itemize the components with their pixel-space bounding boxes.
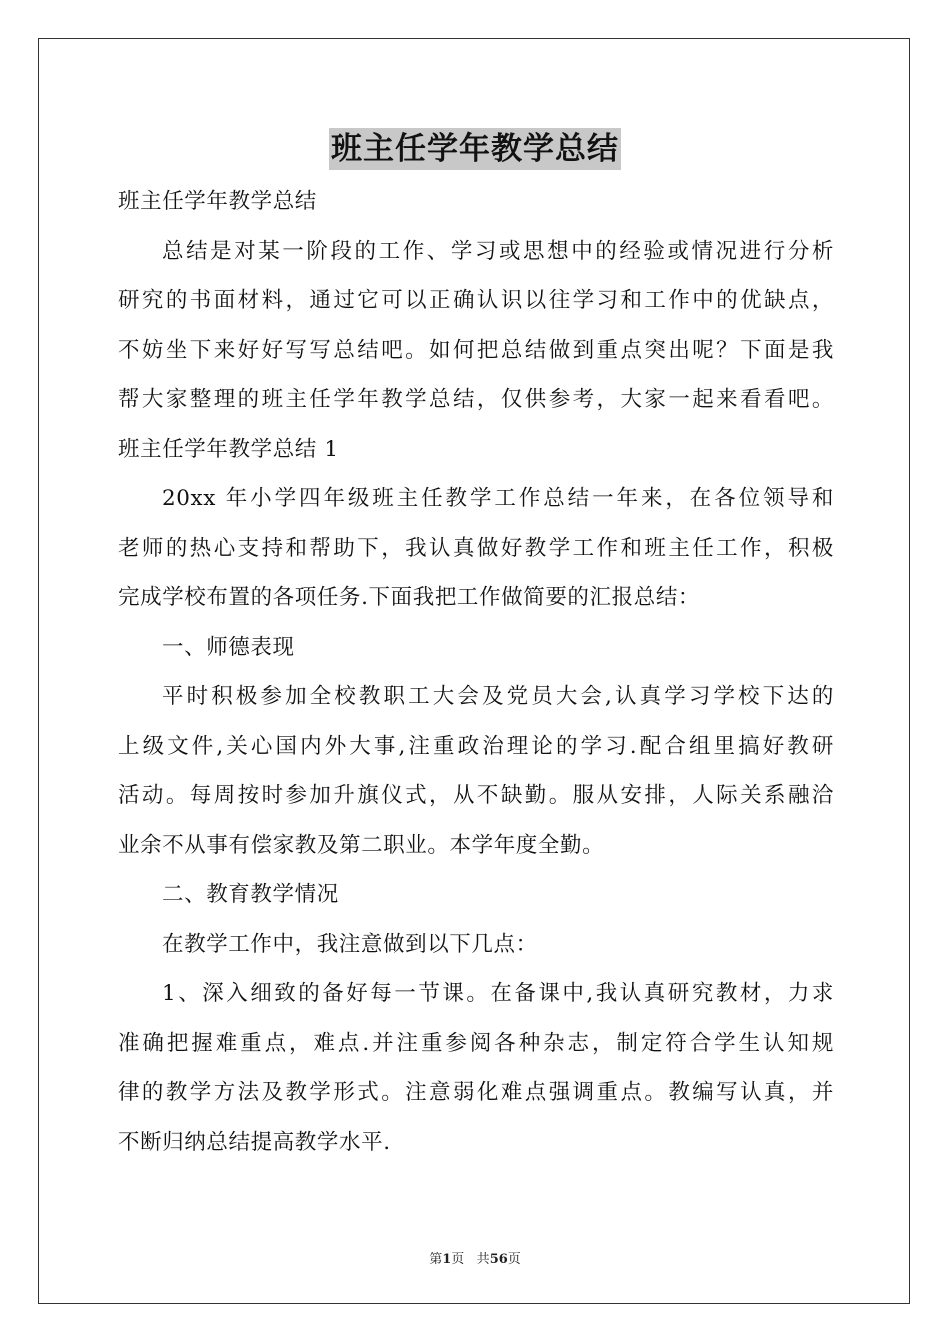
text-line: 在教学工作中，我注意做到以下几点： bbox=[162, 931, 538, 957]
text-line: 总结是对某一阶段的工作、学习或思想中的经验或情况进行分析 bbox=[162, 238, 834, 264]
text-line: 不妨坐下来好好写写总结吧。如何把总结做到重点突出呢？下面是我 bbox=[118, 337, 834, 363]
page-total-prefix: 共 bbox=[476, 1252, 490, 1267]
text-line: 平时积极参加全校教职工大会及党员大会,认真学习学校下达的 bbox=[162, 684, 834, 709]
page-number-suffix: 页 bbox=[451, 1252, 465, 1267]
title-row bbox=[0, 128, 950, 170]
document-body bbox=[118, 177, 834, 1167]
page-total: 56 bbox=[489, 1252, 508, 1267]
text-line: 研究的书面材料，通过它可以正确认识以往学习和工作中的优缺点， bbox=[118, 288, 834, 313]
text-line: 完成学校布置的各项任务.下面我把工作做简要的汇报总结： bbox=[118, 585, 701, 610]
text-line: 班主任学年教学总结 bbox=[118, 189, 317, 214]
text-line: 活动。每周按时参加升旗仪式，从不缺勤。服从安排，人际关系融洽 bbox=[118, 783, 834, 808]
text-line: 1、深入细致的备好每一节课。在备课中,我认真研究教材，力求 bbox=[162, 981, 834, 1006]
page-footer bbox=[0, 1248, 950, 1267]
document-title: 班主任学年教学总结 bbox=[329, 128, 621, 170]
page-number-prefix: 第 bbox=[429, 1252, 443, 1267]
text-line: 上级文件,关心国内外大事,注重政治理论的学习.配合组里搞好教研 bbox=[118, 733, 834, 759]
page-total-suffix: 页 bbox=[507, 1252, 521, 1267]
text-line: 一、师德表现 bbox=[162, 634, 295, 660]
text-line: 帮大家整理的班主任学年教学总结，仅供参考，大家一起来看看吧。 bbox=[118, 387, 834, 412]
text-line: 律的教学方法及教学形式。注意弱化难点强调重点。教编写认真，并 bbox=[118, 1080, 834, 1105]
text-line: 二、教育教学情况 bbox=[162, 882, 339, 907]
page-current: 1 bbox=[442, 1252, 452, 1267]
text-line: 业余不从事有偿家教及第二职业。本学年度全勤。 bbox=[118, 832, 605, 858]
text-line: 20xx 年小学四年级班主任教学工作总结一年来，在各位领导和 bbox=[162, 486, 834, 511]
text-line: 老师的热心支持和帮助下，我认真做好教学工作和班主任工作，积极 bbox=[118, 535, 834, 561]
text-line: 不断归纳总结提高教学水平. bbox=[118, 1129, 391, 1155]
text-line: 班主任学年教学总结 1 bbox=[118, 436, 339, 462]
text-line: 准确把握难重点，难点.并注重参阅各种杂志，制定符合学生认知规 bbox=[118, 1030, 834, 1056]
